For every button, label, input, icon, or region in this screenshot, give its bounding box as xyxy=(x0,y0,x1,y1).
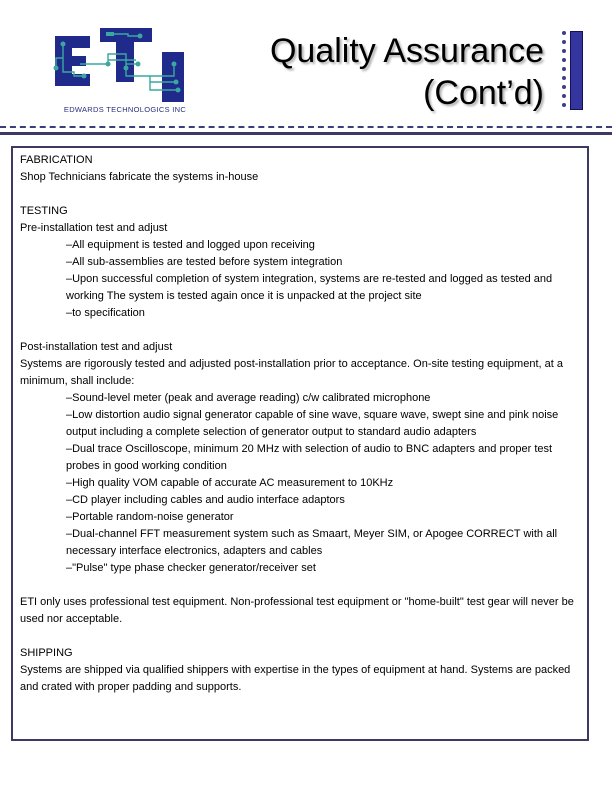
list-item: –High quality VOM capable of accurate AC measurement to 10KHz xyxy=(66,477,394,489)
fabrication-text: Shop Technicians fabricate the systems in-house xyxy=(20,171,259,183)
company-logo xyxy=(50,24,200,120)
list-item: –Portable random-noise generator xyxy=(66,511,234,523)
shipping-section xyxy=(20,645,579,696)
pre-installation-label: Pre-installation test and adjust xyxy=(20,222,168,234)
header-dashed-rule xyxy=(0,126,612,128)
fabrication-section xyxy=(20,152,579,186)
dotted-divider xyxy=(562,31,568,111)
title-accent-bar xyxy=(570,31,583,110)
post-installation-label: Post-installation test and adjust xyxy=(20,341,173,353)
list-item: –Dual-channel FFT measurement system such as Smaart, Meyer SIM, or Apogee CORRECT with all necessary interface electronics, adapters and cables xyxy=(66,528,558,557)
list-item: –Dual trace Oscilloscope, minimum 20 MHz with selection of audio to BNC adapters and proper test probes in good working condition xyxy=(66,443,553,472)
list-item: –All sub-assemblies are tested before system integration xyxy=(66,256,343,268)
list-item: –CD player including cables and audio interface adaptors xyxy=(66,494,345,506)
list-item: –Low distortion audio signal generator capable of sine wave, square wave, swept sine and pink noise output including a complete selection of generator output to standard audio adapters xyxy=(66,409,559,438)
eti-logo-graphic xyxy=(50,24,200,104)
testing-section xyxy=(20,203,579,628)
list-item: –Upon successful completion of system integration, systems are re-tested and logged as tested and working The system is tested again once it is unpacked at the project site xyxy=(66,273,553,302)
list-item: –All equipment is tested and logged upon receiving xyxy=(66,239,315,251)
post-installation-intro: Systems are rigorously tested and adjusted post-installation prior to acceptance. On-site testing equipment, at a minimum, shall include: xyxy=(20,358,563,387)
list-item: –"Pulse" type phase checker generator/receiver set xyxy=(66,562,316,574)
content-box xyxy=(11,146,589,741)
page-title-line-1: Quality Assurance xyxy=(269,32,544,70)
logo-letter-i xyxy=(162,52,184,102)
logo-letter-e xyxy=(55,36,90,86)
shipping-text: Systems are shipped via qualified shippers with expertise in the types of equipment at hand. Systems are packed and crated with proper padding and supports. xyxy=(20,664,571,693)
page-title xyxy=(270,30,544,114)
fabrication-heading: FABRICATION xyxy=(20,154,93,166)
list-item: –to specification xyxy=(66,307,145,319)
header-solid-rule xyxy=(0,132,612,135)
testing-heading: TESTING xyxy=(20,205,68,217)
shipping-heading: SHIPPING xyxy=(20,647,73,659)
logo-caption: EDWARDS TECHNOLOGICS INC xyxy=(63,105,187,114)
page-title-line-2: (Cont’d) xyxy=(423,74,544,112)
list-item: –Sound-level meter (peak and average reading) c/w calibrated microphone xyxy=(66,392,431,404)
professional-equipment-note: ETI only uses professional test equipment. Non-professional test equipment or "home-built" test gear will never be used nor acceptable. xyxy=(20,596,574,625)
